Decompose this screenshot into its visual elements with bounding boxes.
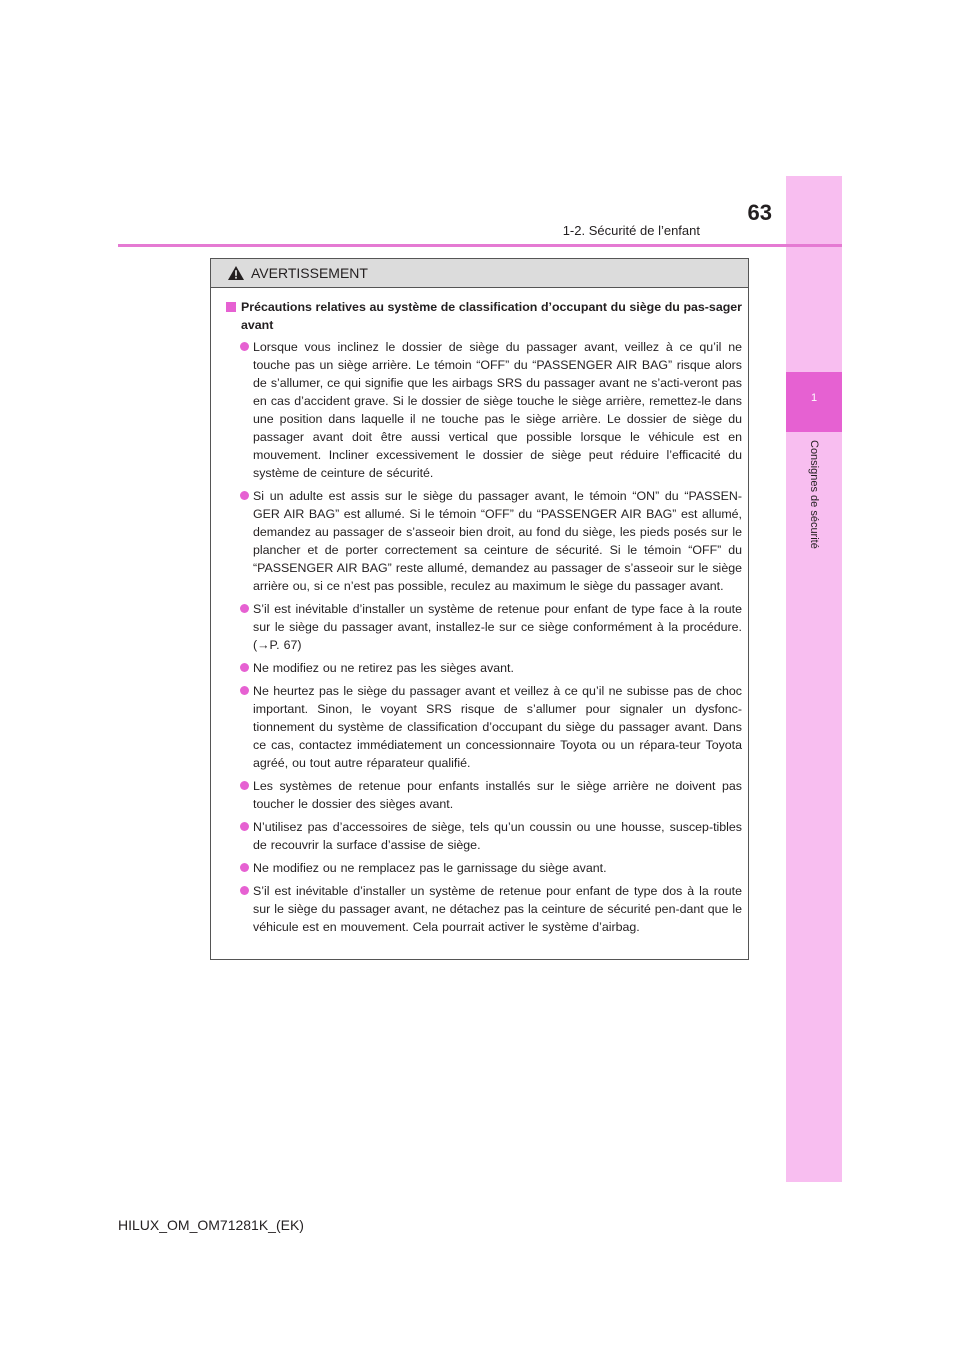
list-item <box>225 859 742 877</box>
list-item-text: S’il est inévitable d’installer un système de retenue pour enfant de type face à la route sur le siège du passager avant, installez-le sur ce siège conformément à la procédure. (→P. 67) <box>253 602 742 652</box>
list-item-text: Si un adulte est assis sur le siège du passager avant, le témoin “ON” du “PASSEN-GER AIR BAG” est allumé. Si le témoin “OFF” du “PASSENGER AIR BAG” est allumé, demandez au passager de s’asseoir bien droit, au fond du siège, les pieds posés sur le plancher et de porter correctement sa ceinture de sécurité. Si le témoin “OFF” du “PASSENGER AIR BAG” reste allumé, demandez au passager de s’asseoir sur le siège arrière ou, si ce n’est pas possible, reculez au maximum le siège du passager avant. <box>253 489 742 593</box>
circle-bullet-icon <box>240 822 249 831</box>
circle-bullet-icon <box>240 491 249 500</box>
warning-title: AVERTISSEMENT <box>251 265 368 281</box>
warning-box <box>210 258 749 960</box>
circle-bullet-icon <box>240 342 249 351</box>
header-rule <box>118 244 842 247</box>
page-number: 63 <box>747 200 772 225</box>
warning-triangle-icon <box>227 265 245 281</box>
list-item <box>225 338 742 482</box>
list-item <box>225 882 742 936</box>
list-item <box>225 777 742 813</box>
warning-header <box>211 259 748 288</box>
manual-code: HILUX_OM_OM71281K_(EK) <box>118 1217 304 1233</box>
circle-bullet-icon <box>240 604 249 613</box>
list-item-text: Ne modifiez ou ne remplacez pas le garnissage du siège avant. <box>253 861 607 875</box>
list-item <box>225 600 742 654</box>
list-item <box>225 682 742 772</box>
circle-bullet-icon <box>240 781 249 790</box>
list-item <box>225 659 742 677</box>
chapter-side-tab <box>786 176 842 1182</box>
list-item-text: S’il est inévitable d’installer un système de retenue pour enfant de type dos à la route sur le siège du passager avant, ne détachez pas la ceinture de sécurité pen-dant que le véhicule est en mouvement. Cela pourrait activer le système d’airbag. <box>253 884 742 934</box>
circle-bullet-icon <box>240 886 249 895</box>
chapter-title: Consignes de sécurité <box>808 440 820 549</box>
list-item-text: N’utilisez pas d’accessoires de siège, tels qu’un coussin ou une housse, suscep-tibles de recouvrir la surface d’assise de siège. <box>253 820 742 852</box>
circle-bullet-icon <box>240 663 249 672</box>
list-item-text: Lorsque vous inclinez le dossier de siège du passager avant, veillez à ce qu’il ne touche pas un siège arrière. Le témoin “OFF” du “PASSENGER AIR BAG” risque alors de s’allumer, ce qui signifie que les airbags SRS du passager avant ne s’acti-veront pas en cas d’accident grave. Si le dossier de siège touche le siège arrière, remettez-le dans une position dans laquelle il ne touche pas le siège arrière. Le dossier de siège du passager avant doit être aussi vertical que possible lorsque le véhicule est en mouvement. Incliner excessivement le dossier de siège peut réduire l’efficacité du système de ceinture de sécurité. <box>253 340 742 480</box>
list-item-text: Ne heurtez pas le siège du passager avant et veillez à ce qu’il ne subisse pas de choc important. Sinon, le voyant SRS risque de s’allumer pour signaler un dysfonc-tionnement du système de classification d’occupant du siège du passager avant. Dans ce cas, contactez immédiatement un concessionnaire Toyota ou un répara-teur Toyota agréé, ou tout autre réparateur qualifié. <box>253 684 742 770</box>
list-item-text: Ne modifiez ou ne retirez pas les sièges avant. <box>253 661 514 675</box>
list-item <box>225 818 742 854</box>
square-bullet-icon <box>226 302 236 312</box>
circle-bullet-icon <box>240 863 249 872</box>
precautions-subheading <box>225 298 742 334</box>
chapter-number: 1 <box>810 392 818 404</box>
circle-bullet-icon <box>240 686 249 695</box>
subheading-text: Précautions relatives au système de classification d’occupant du siège du pas-sager avant <box>241 300 742 332</box>
warning-body <box>211 288 748 936</box>
section-title: 1-2. Sécurité de l’enfant <box>562 223 700 238</box>
list-item <box>225 487 742 595</box>
list-item-text: Les systèmes de retenue pour enfants installés sur le siège arrière ne doivent pas toucher le dossier des sièges avant. <box>253 779 742 811</box>
